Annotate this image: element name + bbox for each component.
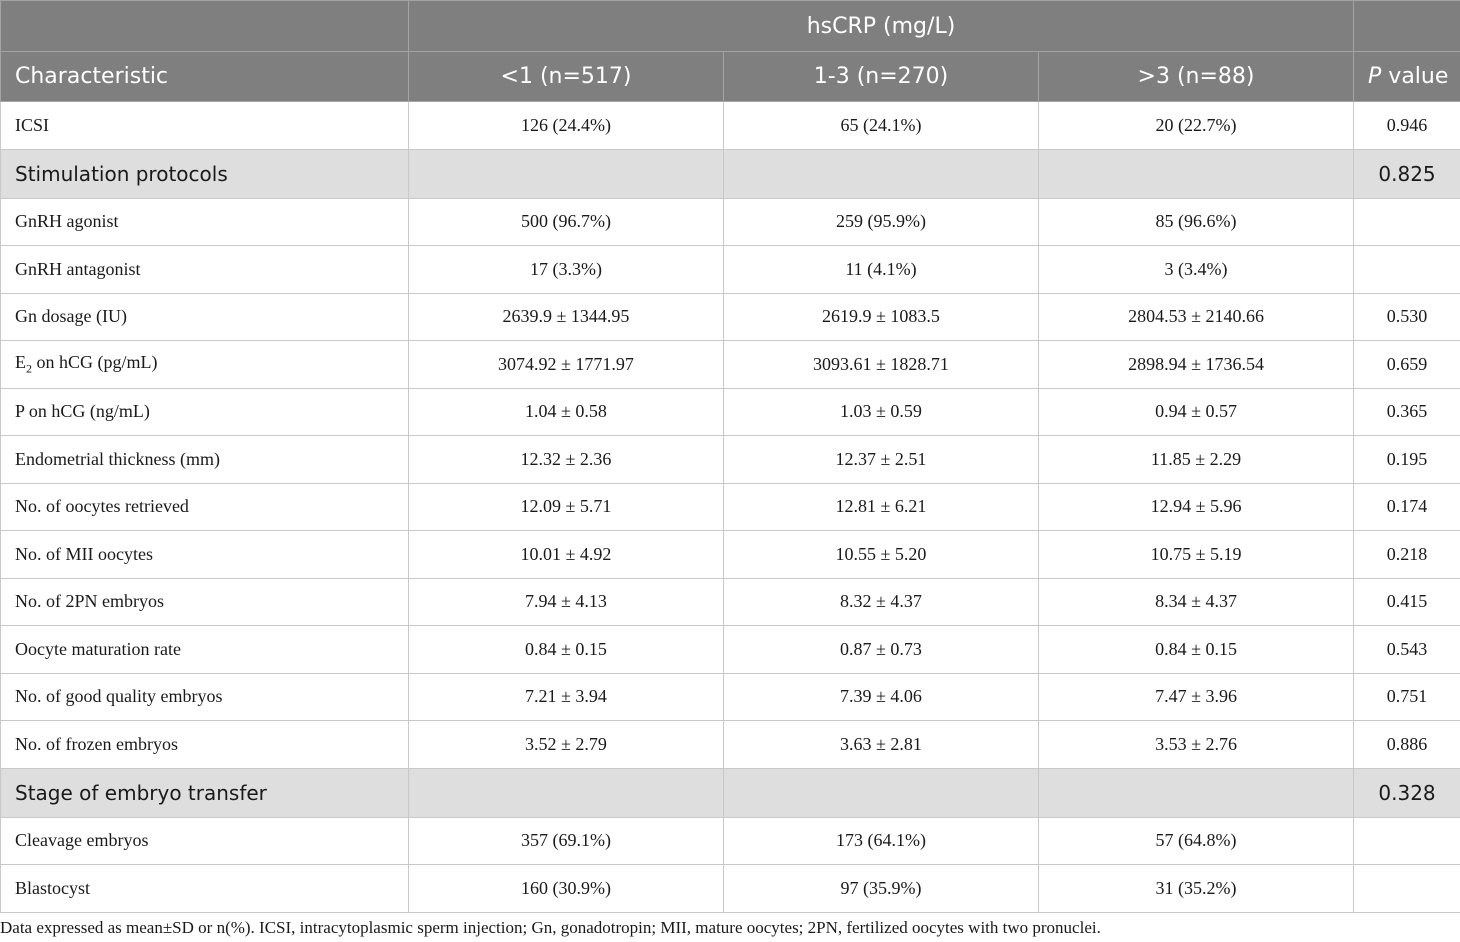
row-label: Endometrial thickness (mm) <box>1 436 409 484</box>
value-cell-c3: 10.75 ± 5.19 <box>1039 531 1354 579</box>
value-cell-c2: 2619.9 ± 1083.5 <box>724 293 1039 341</box>
row-label: Blastocyst <box>1 865 409 913</box>
p-value-cell: 0.825 <box>1354 149 1460 198</box>
column-header-1to3: 1-3 (n=270) <box>724 52 1039 102</box>
value-cell-c1: 12.32 ± 2.36 <box>409 436 724 484</box>
p-value-cell: 0.886 <box>1354 721 1460 769</box>
p-value-cell: 0.218 <box>1354 531 1460 579</box>
value-cell-c2: 97 (35.9%) <box>724 865 1039 913</box>
table-group-header-row <box>1 1 1460 52</box>
value-cell-c2: 3093.61 ± 1828.71 <box>724 341 1039 389</box>
table-row <box>1 578 1460 626</box>
column-header-gt3: >3 (n=88) <box>1039 52 1354 102</box>
value-cell-c3: 11.85 ± 2.29 <box>1039 436 1354 484</box>
table-row <box>1 436 1460 484</box>
table-footnote: Data expressed as mean±SD or n(%). ICSI, intracytoplasmic sperm injection; Gn, gonadotropin; MII, mature oocytes; 2PN, fertilized oocytes with two pronuclei. <box>0 918 1101 937</box>
value-cell-c2: 3.63 ± 2.81 <box>724 721 1039 769</box>
value-cell-c1: 160 (30.9%) <box>409 865 724 913</box>
row-label: No. of frozen embryos <box>1 721 409 769</box>
group-header-hscrp: hsCRP (mg/L) <box>409 1 1354 52</box>
table-row <box>1 102 1460 150</box>
value-cell-c3: 12.94 ± 5.96 <box>1039 483 1354 531</box>
value-cell-c2: 10.55 ± 5.20 <box>724 531 1039 579</box>
row-label: GnRH agonist <box>1 198 409 246</box>
row-label: ICSI <box>1 102 409 150</box>
p-value-cell: 0.328 <box>1354 768 1460 817</box>
p-value-cell: 0.751 <box>1354 673 1460 721</box>
table-row <box>1 293 1460 341</box>
value-cell-c1: 3074.92 ± 1771.97 <box>409 341 724 389</box>
value-cell-c3: 7.47 ± 3.96 <box>1039 673 1354 721</box>
value-cell-c1: 0.84 ± 0.15 <box>409 626 724 674</box>
value-cell-c2: 0.87 ± 0.73 <box>724 626 1039 674</box>
p-value-text: value <box>1381 64 1449 89</box>
value-cell-c3: 57 (64.8%) <box>1039 817 1354 865</box>
value-cell-c1: 1.04 ± 0.58 <box>409 388 724 436</box>
row-label: Stimulation protocols <box>1 149 409 198</box>
p-value-cell: 0.174 <box>1354 483 1460 531</box>
p-value-cell: 0.195 <box>1354 436 1460 484</box>
table-column-header-row <box>1 52 1460 102</box>
value-cell-c3: 20 (22.7%) <box>1039 102 1354 150</box>
table-row <box>1 483 1460 531</box>
row-label-text: E <box>15 351 26 372</box>
column-header-p-value <box>1354 52 1460 102</box>
header-empty-cell <box>1 1 409 52</box>
value-cell-c1 <box>409 149 724 198</box>
table-row <box>1 341 1460 389</box>
value-cell-c1: 7.21 ± 3.94 <box>409 673 724 721</box>
table-row <box>1 865 1460 913</box>
row-label: Stage of embryo transfer <box>1 768 409 817</box>
value-cell-c2: 7.39 ± 4.06 <box>724 673 1039 721</box>
table-row <box>1 531 1460 579</box>
p-value-cell <box>1354 246 1460 294</box>
row-label: Gn dosage (IU) <box>1 293 409 341</box>
row-label: No. of oocytes retrieved <box>1 483 409 531</box>
value-cell-c3: 0.94 ± 0.57 <box>1039 388 1354 436</box>
row-label: Oocyte maturation rate <box>1 626 409 674</box>
p-value-cell: 0.530 <box>1354 293 1460 341</box>
value-cell-c1: 12.09 ± 5.71 <box>409 483 724 531</box>
value-cell-c3: 0.84 ± 0.15 <box>1039 626 1354 674</box>
p-letter: P <box>1368 64 1382 89</box>
p-value-cell: 0.543 <box>1354 626 1460 674</box>
value-cell-c3: 31 (35.2%) <box>1039 865 1354 913</box>
value-cell-c1: 3.52 ± 2.79 <box>409 721 724 769</box>
row-label-text: on hCG (pg/mL) <box>32 351 158 372</box>
header-empty-cell <box>1354 1 1460 52</box>
row-label: No. of 2PN embryos <box>1 578 409 626</box>
row-label: No. of MII oocytes <box>1 531 409 579</box>
value-cell-c3: 85 (96.6%) <box>1039 198 1354 246</box>
value-cell-c2 <box>724 149 1039 198</box>
value-cell-c2: 8.32 ± 4.37 <box>724 578 1039 626</box>
p-value-cell: 0.659 <box>1354 341 1460 389</box>
p-value-cell <box>1354 817 1460 865</box>
value-cell-c3: 3.53 ± 2.76 <box>1039 721 1354 769</box>
value-cell-c3: 2804.53 ± 2140.66 <box>1039 293 1354 341</box>
value-cell-c2: 12.37 ± 2.51 <box>724 436 1039 484</box>
value-cell-c2: 11 (4.1%) <box>724 246 1039 294</box>
value-cell-c1: 7.94 ± 4.13 <box>409 578 724 626</box>
row-label: No. of good quality embryos <box>1 673 409 721</box>
table-row <box>1 673 1460 721</box>
row-label: P on hCG (ng/mL) <box>1 388 409 436</box>
value-cell-c2: 173 (64.1%) <box>724 817 1039 865</box>
row-label <box>1 341 409 389</box>
value-cell-c3 <box>1039 768 1354 817</box>
value-cell-c2: 259 (95.9%) <box>724 198 1039 246</box>
table-row <box>1 626 1460 674</box>
value-cell-c3: 8.34 ± 4.37 <box>1039 578 1354 626</box>
table-row <box>1 817 1460 865</box>
table-body <box>1 102 1460 913</box>
p-value-cell: 0.365 <box>1354 388 1460 436</box>
value-cell-c1: 500 (96.7%) <box>409 198 724 246</box>
table-row <box>1 246 1460 294</box>
p-value-cell: 0.415 <box>1354 578 1460 626</box>
value-cell-c1: 357 (69.1%) <box>409 817 724 865</box>
table-row <box>1 388 1460 436</box>
row-label: GnRH antagonist <box>1 246 409 294</box>
p-value-cell <box>1354 198 1460 246</box>
value-cell-c1: 10.01 ± 4.92 <box>409 531 724 579</box>
value-cell-c1 <box>409 768 724 817</box>
section-row <box>1 768 1460 817</box>
value-cell-c2: 1.03 ± 0.59 <box>724 388 1039 436</box>
column-header-lt1: <1 (n=517) <box>409 52 724 102</box>
table-row <box>1 721 1460 769</box>
column-header-characteristic: Characteristic <box>1 52 409 102</box>
value-cell-c2: 12.81 ± 6.21 <box>724 483 1039 531</box>
value-cell-c3: 3 (3.4%) <box>1039 246 1354 294</box>
section-row <box>1 149 1460 198</box>
value-cell-c2: 65 (24.1%) <box>724 102 1039 150</box>
value-cell-c1: 2639.9 ± 1344.95 <box>409 293 724 341</box>
value-cell-c1: 126 (24.4%) <box>409 102 724 150</box>
value-cell-c2 <box>724 768 1039 817</box>
row-label-subscript: 2 <box>26 361 32 376</box>
table-row <box>1 198 1460 246</box>
p-value-cell <box>1354 865 1460 913</box>
row-label: Cleavage embryos <box>1 817 409 865</box>
value-cell-c3: 2898.94 ± 1736.54 <box>1039 341 1354 389</box>
value-cell-c3 <box>1039 149 1354 198</box>
value-cell-c1: 17 (3.3%) <box>409 246 724 294</box>
p-value-cell: 0.946 <box>1354 102 1460 150</box>
